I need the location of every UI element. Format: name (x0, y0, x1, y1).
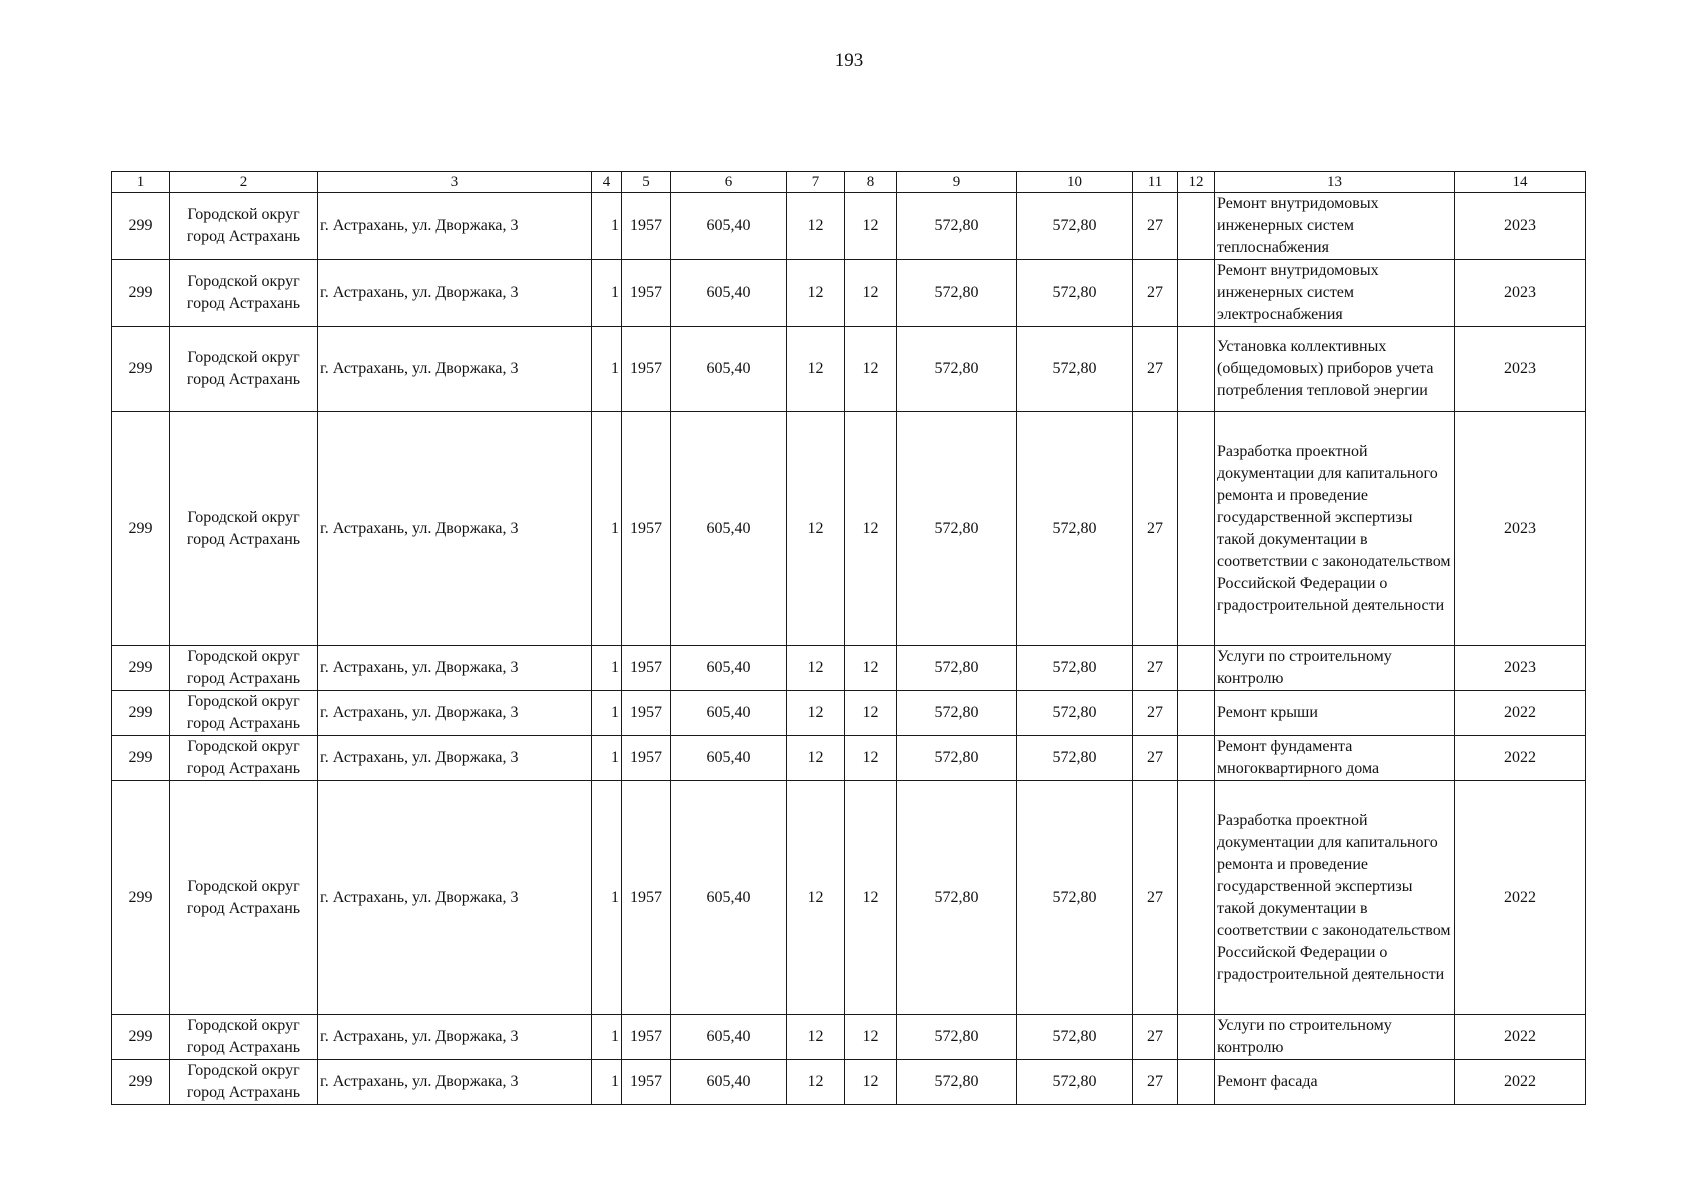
cell-plan-year: 2022 (1455, 691, 1586, 736)
cell-district: Городской округ город Астрахань (170, 412, 318, 646)
cell-col10: 572,80 (1017, 260, 1133, 327)
cell-col4: 1 (592, 736, 622, 781)
cell-col12 (1178, 1015, 1215, 1060)
cell-area-total: 605,40 (671, 327, 787, 412)
column-header: 11 (1133, 172, 1178, 193)
cell-col11: 27 (1133, 327, 1178, 412)
cell-col11: 27 (1133, 193, 1178, 260)
column-header: 3 (318, 172, 592, 193)
cell-col10: 572,80 (1017, 781, 1133, 1015)
column-header: 9 (897, 172, 1017, 193)
cell-col9: 572,80 (897, 1015, 1017, 1060)
column-header: 12 (1178, 172, 1215, 193)
cell-col11: 27 (1133, 412, 1178, 646)
cell-col8: 12 (845, 781, 897, 1015)
cell-col11: 27 (1133, 1015, 1178, 1060)
column-header: 6 (671, 172, 787, 193)
cell-work-type: Разработка проектной документации для капитального ремонта и проведение государственной экспертизы такой документации в соответствии с законодательством Российской Федерации о градостроительной деятельности (1215, 781, 1455, 1015)
cell-district: Городской округ город Астрахань (170, 260, 318, 327)
cell-district: Городской округ город Астрахань (170, 1015, 318, 1060)
cell-col12 (1178, 193, 1215, 260)
cell-col4: 1 (592, 691, 622, 736)
cell-year-built: 1957 (622, 327, 671, 412)
cell-col8: 12 (845, 412, 897, 646)
cell-col4: 1 (592, 327, 622, 412)
cell-col4: 1 (592, 193, 622, 260)
column-header: 14 (1455, 172, 1586, 193)
cell-year-built: 1957 (622, 781, 671, 1015)
cell-plan-year: 2023 (1455, 412, 1586, 646)
cell-district: Городской округ город Астрахань (170, 736, 318, 781)
cell-plan-year: 2022 (1455, 736, 1586, 781)
cell-year-built: 1957 (622, 646, 671, 691)
table-row (112, 327, 1586, 412)
cell-col11: 27 (1133, 260, 1178, 327)
table-row (112, 736, 1586, 781)
table-row (112, 1060, 1586, 1105)
cell-col8: 12 (845, 691, 897, 736)
table-row (112, 1015, 1586, 1060)
cell-col7: 12 (787, 327, 845, 412)
cell-col7: 12 (787, 1015, 845, 1060)
table-header (112, 172, 1586, 193)
cell-number: 299 (112, 781, 170, 1015)
cell-district: Городской округ город Астрахань (170, 646, 318, 691)
cell-year-built: 1957 (622, 412, 671, 646)
cell-col4: 1 (592, 260, 622, 327)
cell-col9: 572,80 (897, 646, 1017, 691)
cell-plan-year: 2023 (1455, 327, 1586, 412)
table-row (112, 260, 1586, 327)
cell-col9: 572,80 (897, 691, 1017, 736)
cell-col12 (1178, 412, 1215, 646)
cell-number: 299 (112, 1060, 170, 1105)
cell-plan-year: 2023 (1455, 646, 1586, 691)
cell-col11: 27 (1133, 646, 1178, 691)
column-header: 7 (787, 172, 845, 193)
cell-col9: 572,80 (897, 260, 1017, 327)
table-row (112, 691, 1586, 736)
cell-district: Городской округ город Астрахань (170, 1060, 318, 1105)
cell-col4: 1 (592, 781, 622, 1015)
cell-col8: 12 (845, 327, 897, 412)
cell-col7: 12 (787, 646, 845, 691)
cell-district: Городской округ город Астрахань (170, 327, 318, 412)
cell-col10: 572,80 (1017, 1060, 1133, 1105)
table-row (112, 646, 1586, 691)
cell-year-built: 1957 (622, 736, 671, 781)
cell-col12 (1178, 781, 1215, 1015)
cell-area-total: 605,40 (671, 1060, 787, 1105)
cell-col12 (1178, 646, 1215, 691)
table-row (112, 193, 1586, 260)
cell-address: г. Астрахань, ул. Дворжака, 3 (318, 781, 592, 1015)
column-header: 13 (1215, 172, 1455, 193)
cell-col8: 12 (845, 736, 897, 781)
cell-number: 299 (112, 412, 170, 646)
cell-col4: 1 (592, 1060, 622, 1105)
cell-work-type: Услуги по строительному контролю (1215, 1015, 1455, 1060)
cell-col7: 12 (787, 412, 845, 646)
cell-col12 (1178, 327, 1215, 412)
cell-work-type: Установка коллективных (общедомовых) приборов учета потребления тепловой энергии (1215, 327, 1455, 412)
cell-col4: 1 (592, 1015, 622, 1060)
cell-address: г. Астрахань, ул. Дворжака, 3 (318, 412, 592, 646)
cell-col7: 12 (787, 193, 845, 260)
column-header: 2 (170, 172, 318, 193)
cell-address: г. Астрахань, ул. Дворжака, 3 (318, 646, 592, 691)
cell-col7: 12 (787, 781, 845, 1015)
cell-col7: 12 (787, 736, 845, 781)
cell-col8: 12 (845, 1015, 897, 1060)
cell-col12 (1178, 736, 1215, 781)
cell-col8: 12 (845, 260, 897, 327)
cell-year-built: 1957 (622, 260, 671, 327)
cell-work-type: Ремонт внутридомовых инженерных систем теплоснабжения (1215, 193, 1455, 260)
cell-year-built: 1957 (622, 193, 671, 260)
cell-col11: 27 (1133, 1060, 1178, 1105)
cell-year-built: 1957 (622, 1060, 671, 1105)
table-row (112, 412, 1586, 646)
page-number: 193 (834, 50, 864, 71)
cell-address: г. Астрахань, ул. Дворжака, 3 (318, 193, 592, 260)
cell-col10: 572,80 (1017, 193, 1133, 260)
cell-number: 299 (112, 736, 170, 781)
cell-area-total: 605,40 (671, 193, 787, 260)
cell-col8: 12 (845, 646, 897, 691)
cell-plan-year: 2022 (1455, 1060, 1586, 1105)
table-body (112, 193, 1586, 1105)
cell-col10: 572,80 (1017, 1015, 1133, 1060)
cell-area-total: 605,40 (671, 736, 787, 781)
cell-number: 299 (112, 1015, 170, 1060)
cell-work-type: Ремонт внутридомовых инженерных систем электроснабжения (1215, 260, 1455, 327)
cell-number: 299 (112, 691, 170, 736)
column-header: 1 (112, 172, 170, 193)
cell-col10: 572,80 (1017, 327, 1133, 412)
cell-district: Городской округ город Астрахань (170, 691, 318, 736)
cell-work-type: Разработка проектной документации для капитального ремонта и проведение государственной экспертизы такой документации в соответствии с законодательством Российской Федерации о градостроительной деятельности (1215, 412, 1455, 646)
table-row (112, 781, 1586, 1015)
cell-address: г. Астрахань, ул. Дворжака, 3 (318, 1015, 592, 1060)
cell-col7: 12 (787, 260, 845, 327)
cell-area-total: 605,40 (671, 781, 787, 1015)
cell-col10: 572,80 (1017, 691, 1133, 736)
cell-address: г. Астрахань, ул. Дворжака, 3 (318, 260, 592, 327)
cell-col12 (1178, 1060, 1215, 1105)
cell-area-total: 605,40 (671, 412, 787, 646)
cell-col10: 572,80 (1017, 736, 1133, 781)
cell-number: 299 (112, 193, 170, 260)
column-header: 4 (592, 172, 622, 193)
cell-address: г. Астрахань, ул. Дворжака, 3 (318, 1060, 592, 1105)
cell-plan-year: 2022 (1455, 1015, 1586, 1060)
cell-address: г. Астрахань, ул. Дворжака, 3 (318, 691, 592, 736)
cell-address: г. Астрахань, ул. Дворжака, 3 (318, 327, 592, 412)
cell-col11: 27 (1133, 781, 1178, 1015)
cell-work-type: Услуги по строительному контролю (1215, 646, 1455, 691)
cell-col11: 27 (1133, 691, 1178, 736)
cell-area-total: 605,40 (671, 1015, 787, 1060)
cell-col11: 27 (1133, 736, 1178, 781)
cell-col12 (1178, 260, 1215, 327)
cell-year-built: 1957 (622, 691, 671, 736)
cell-work-type: Ремонт фасада (1215, 1060, 1455, 1105)
cell-col12 (1178, 691, 1215, 736)
cell-col9: 572,80 (897, 781, 1017, 1015)
cell-col7: 12 (787, 1060, 845, 1105)
cell-col4: 1 (592, 646, 622, 691)
cell-area-total: 605,40 (671, 646, 787, 691)
column-header: 5 (622, 172, 671, 193)
cell-number: 299 (112, 260, 170, 327)
cell-work-type: Ремонт крыши (1215, 691, 1455, 736)
column-header: 10 (1017, 172, 1133, 193)
cell-col10: 572,80 (1017, 646, 1133, 691)
column-number-row (112, 172, 1586, 193)
cell-plan-year: 2023 (1455, 193, 1586, 260)
cell-district: Городской округ город Астрахань (170, 193, 318, 260)
cell-col9: 572,80 (897, 193, 1017, 260)
column-header: 8 (845, 172, 897, 193)
cell-col9: 572,80 (897, 412, 1017, 646)
cell-col9: 572,80 (897, 736, 1017, 781)
cell-col7: 12 (787, 691, 845, 736)
cell-col8: 12 (845, 1060, 897, 1105)
cell-year-built: 1957 (622, 1015, 671, 1060)
cell-col9: 572,80 (897, 327, 1017, 412)
cell-plan-year: 2023 (1455, 260, 1586, 327)
cell-col9: 572,80 (897, 1060, 1017, 1105)
cell-col8: 12 (845, 193, 897, 260)
cell-col10: 572,80 (1017, 412, 1133, 646)
cell-area-total: 605,40 (671, 260, 787, 327)
cell-work-type: Ремонт фундамента многоквартирного дома (1215, 736, 1455, 781)
cell-col4: 1 (592, 412, 622, 646)
cell-number: 299 (112, 327, 170, 412)
repair-program-table (111, 171, 1586, 1105)
cell-number: 299 (112, 646, 170, 691)
cell-area-total: 605,40 (671, 691, 787, 736)
cell-plan-year: 2022 (1455, 781, 1586, 1015)
cell-address: г. Астрахань, ул. Дворжака, 3 (318, 736, 592, 781)
cell-district: Городской округ город Астрахань (170, 781, 318, 1015)
